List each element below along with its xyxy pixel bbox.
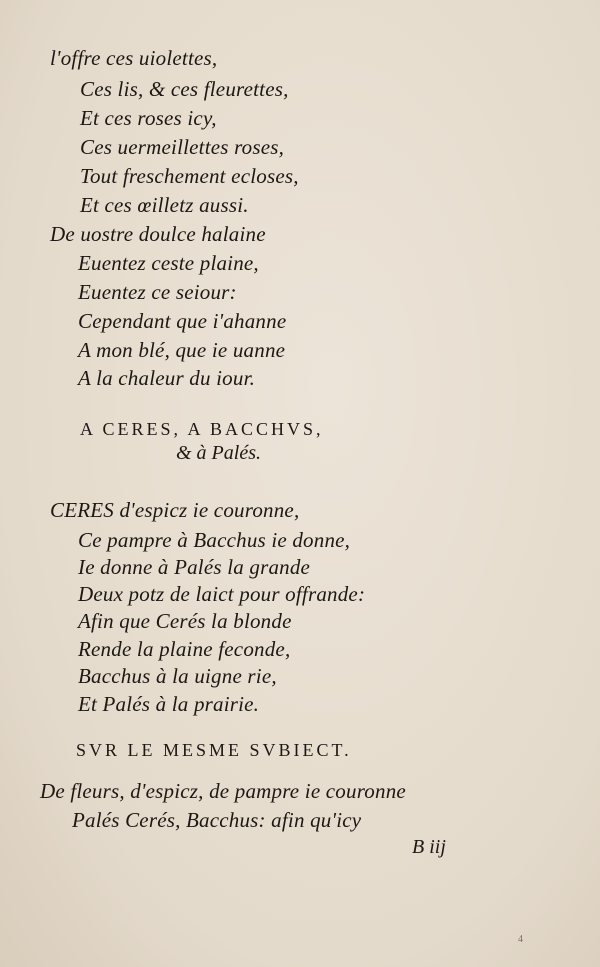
poem-line: Ce pampre à Bacchus ie donne,	[78, 528, 351, 552]
poem-line: Euentez ceste plaine,	[78, 251, 259, 275]
poem-line: Cependant que i'ahanne	[78, 309, 287, 333]
poem-line: Et ces roses icy,	[80, 106, 217, 130]
poem-line: Palés Cerés, Bacchus: afin qu'icy	[72, 808, 362, 832]
poem-line: CERES d'espicz ie couronne,	[50, 498, 300, 522]
section-subheading: & à Palés.	[176, 442, 261, 464]
poem-line: Bacchus à la uigne rie,	[78, 664, 277, 688]
corner-mark: 4	[518, 934, 523, 945]
poem-line: Ces lis, & ces fleurettes,	[80, 77, 289, 101]
signature-mark: B iij	[412, 836, 446, 858]
poem-line: Tout freschement ecloses,	[80, 164, 299, 188]
poem-line: A la chaleur du iour.	[78, 366, 256, 390]
poem-line: Deux potz de laict pour offrande:	[78, 582, 366, 606]
poem-line: De uostre doulce halaine	[50, 222, 266, 246]
poem-line: Afin que Cerés la blonde	[78, 609, 292, 633]
poem-line: Et Palés à la prairie.	[78, 692, 260, 716]
poem-line: Ces uermeillettes roses,	[80, 135, 285, 159]
poem-line: l'offre ces uiolettes,	[50, 46, 218, 70]
poem-line: Rende la plaine feconde,	[78, 637, 291, 661]
poem-line: Euentez ce seiour:	[78, 280, 237, 304]
poem-line: De fleurs, d'espicz, de pampre ie couronne	[40, 779, 406, 803]
poem-line: A mon blé, que ie uanne	[78, 338, 286, 362]
poem-line: Ie donne à Palés la grande	[78, 555, 311, 579]
poem-line: Et ces œilletz aussi.	[80, 193, 249, 217]
section-heading: SVR LE MESME SVBIECT.	[76, 740, 352, 760]
section-heading: A CERES, A BACCHVS,	[80, 419, 324, 439]
